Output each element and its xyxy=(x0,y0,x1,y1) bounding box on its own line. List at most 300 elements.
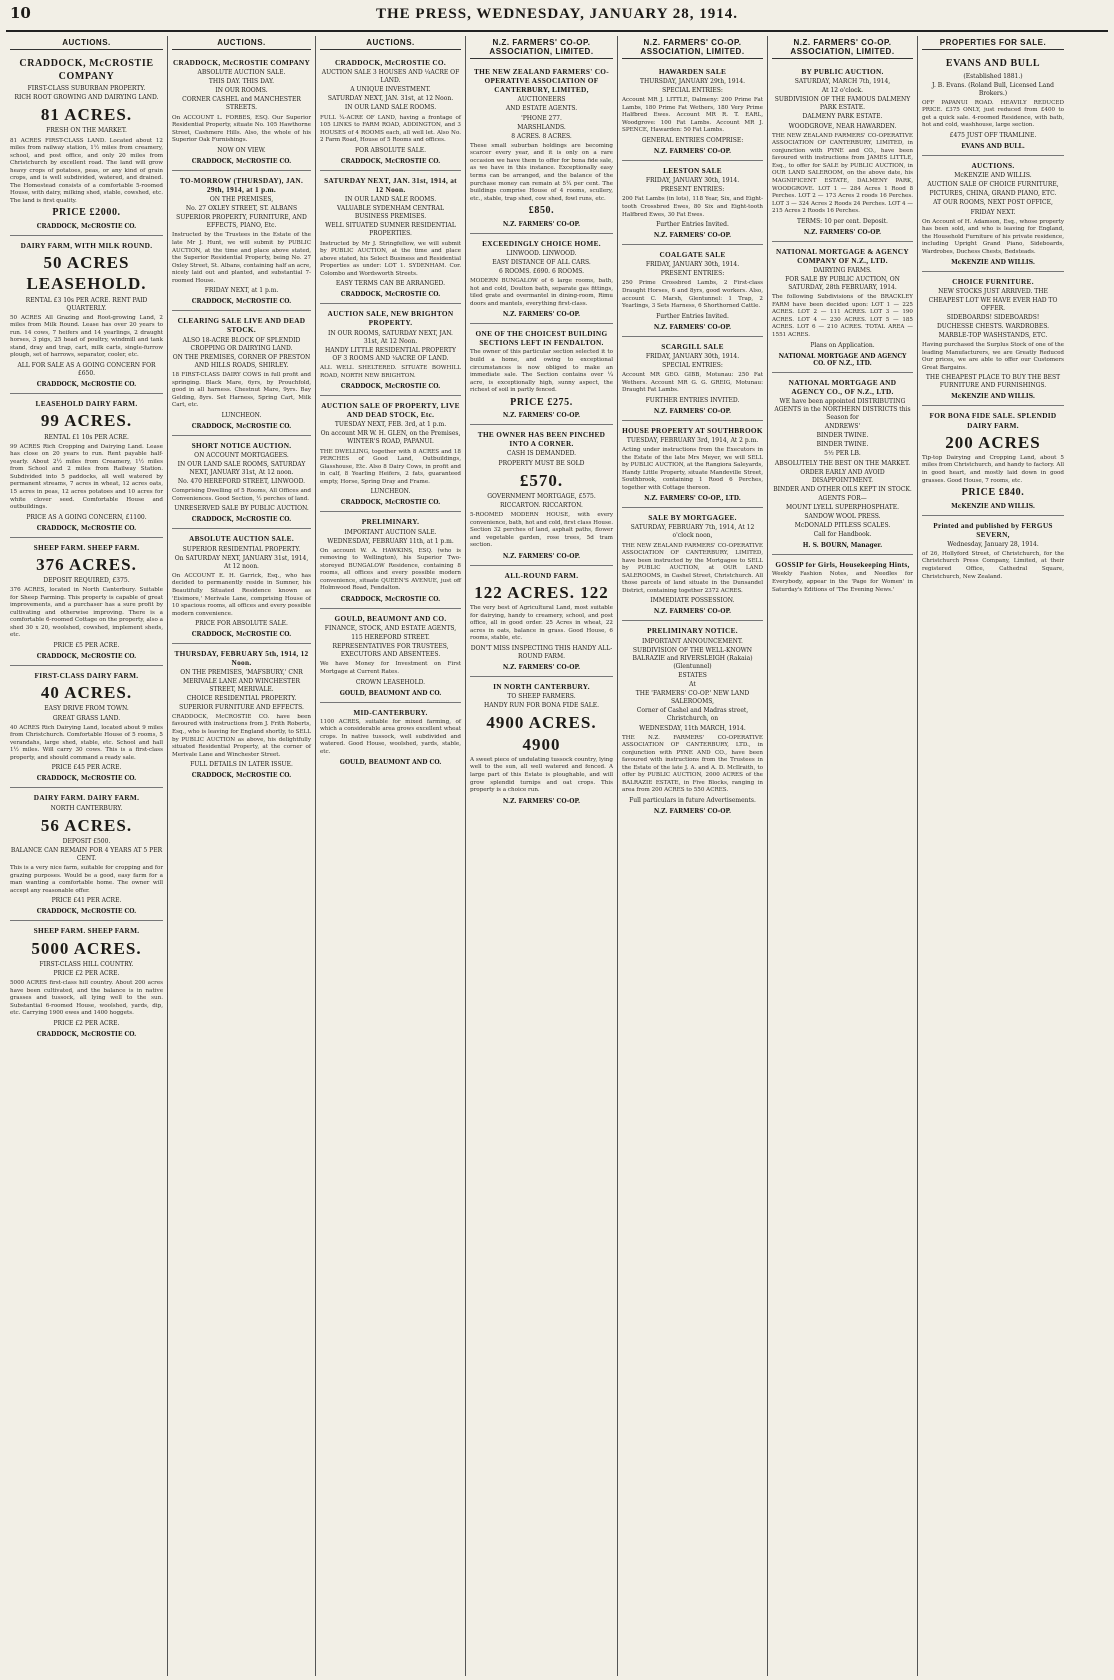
ad-line: 200 ACRES xyxy=(945,432,1041,452)
column-1 xyxy=(6,36,168,1676)
ad-price: ALL FOR SALE AS A GOING CONCERN FOR £650. xyxy=(17,362,156,378)
ad-title: PRELIMINARY. xyxy=(361,517,420,527)
ad-line: SUBDIVISION OF THE FAMOUS DALMENY PARK ESTATE. xyxy=(774,96,911,112)
ad-line: RICCARTON. RICCARTON. xyxy=(500,502,583,509)
advertisement xyxy=(922,53,1064,156)
ad-line: SANDOW WOOL PRESS. xyxy=(804,513,881,521)
ad-line: Wednesday, January 28, 1914. xyxy=(947,540,1039,548)
ad-line: AGENTS FOR— xyxy=(818,494,867,502)
advertisement xyxy=(622,421,763,508)
ad-title: DAIRY FARM, WITH MILK ROUND. xyxy=(20,240,153,250)
advertisement xyxy=(772,62,913,242)
ad-body: of 26, Hollyford Street, of Christchurch, for the Christchurch Press Company, Limited, at their registered Office, Cathedral Square, Christchurch, New Zealand. xyxy=(922,550,1064,580)
ad-agent: N.Z. FARMERS' CO-OP. xyxy=(653,808,732,816)
ad-line: FINANCE, STOCK, AND ESTATE AGENTS, xyxy=(324,625,457,633)
ad-line: J. B. Evans. (Roland Bull, Licensed Land Brokers.) xyxy=(932,81,1054,97)
ad-body: On Account of H. Adamson, Esq., whose property has been sold, and who is leaving for England, the Household Furniture of his private residence, including Upright Grand Piano, Sideboards, Wardrobes, Duchess Chests, Bedsteads. xyxy=(922,218,1064,255)
ad-line: McDONALD PITLESS SCALES. xyxy=(794,522,891,530)
ad-body: THE N.Z. FARMERS' CO-OPERATIVE ASSOCIATION OF CANTERBURY, LTD., in conjunction with PYNE AND CO., have been favoured with instructions from the Trustees in the Estate of the late J. A. and A. D. McIlraith, to offer by PUBLIC AUCTION, 2000 ACRES of the BALRAZIE ESTATE, in Five Blocks, ranging in area from 200 ACRES to 550 ACRES. xyxy=(622,734,763,794)
ad-line: 'PHONE 277. xyxy=(521,114,562,122)
ad-body: Having purchased the Surplus Stock of one of the leading Manufacturers, we are Greatly Reduced Our prices, we are able to offer our Customers Great Bargains. xyxy=(922,342,1064,371)
ad-body: THE DWELLING, together with 8 ACRES and 18 PERCHES of Good Land, Outbuildings, Glasshouse, Etc. Also 8 Dairy Cows, in profit and in calf, 8 Yearling Heifers, 2 fats, guaranteed empty, Horse, Spring Dray and Frame. xyxy=(320,448,461,485)
ad-line: FRIDAY, JANUARY 30th, 1914. xyxy=(645,177,740,185)
ad-body: Weekly Fashion Notes, and Needles for Everybody, appear in the 'Page for Women' in Saturday's Editions of 'The Evening News.' xyxy=(772,571,913,593)
ad-line: SPECIAL ENTRIES: xyxy=(662,87,723,95)
ad-line: No. 470 HEREFORD STREET, LINWOOD. xyxy=(177,478,306,486)
ad-agent: N.Z. FARMERS' CO-OP. xyxy=(653,148,732,156)
advertisement xyxy=(622,337,763,421)
advertisement xyxy=(10,394,163,537)
advertisement xyxy=(470,324,613,425)
advertisement xyxy=(172,436,311,530)
ad-price: Further Entries Invited. xyxy=(656,221,729,229)
ad-body: We have Money for Investment on First Mortgage at Current Rates. xyxy=(320,661,461,675)
ad-title: LEESTON SALE xyxy=(663,166,722,176)
ad-agent: CRADDOCK, McCROSTIE CO. xyxy=(191,422,292,430)
masthead-title: THE PRESS, WEDNESDAY, JANUARY 28, 1914. xyxy=(375,6,738,22)
advertisement xyxy=(10,236,163,394)
column-heading: AUCTIONS. xyxy=(172,36,311,50)
ad-body: Tip-top Dairying and Cropping Land, about 5 miles from Christchurch, and handy to factory. All in good heart, and mostly laid down in good grasses. Good House, 7 rooms, etc. xyxy=(922,454,1064,484)
ad-line: McKENZIE AND WILLIS. xyxy=(954,172,1032,180)
ad-line: BINDER TWINE. xyxy=(816,432,869,440)
ad-line: CORNER CASHEL and MANCHESTER STREETS. xyxy=(182,96,301,112)
ad-title: MID-CANTERBURY. xyxy=(353,707,428,717)
ad-line: 6 ROOMS. £690. 6 ROOMS. xyxy=(498,267,585,275)
ad-title: FOR BONA FIDE SALE. SPLENDID DAIRY FARM. xyxy=(929,411,1057,430)
ad-title: ALL-ROUND FARM. xyxy=(504,570,579,580)
ad-line: ON THE PREMISES, 'MAFSBURY,' CNR MERIVALE LANE AND WINCHESTER STREET, MERIVALE. xyxy=(180,669,303,693)
ad-line: MOUNT LYELL SUPERPHOSPHATE. xyxy=(785,504,900,511)
column-heading: N.Z. FARMERS' CO-OP. ASSOCIATION, LIMITED. xyxy=(622,36,763,59)
ad-line: MARSHLANDS. xyxy=(517,123,566,131)
ad-line: IMPORTANT ANNOUNCEMENT. xyxy=(642,637,743,645)
ad-line: WEDNESDAY, FEBRUARY 11th, at 1 p.m. xyxy=(327,537,454,545)
ad-body: Acting under instructions from the Executors in the Estate of the late Mrs Meyer, we will SELL by PUBLIC AUCTION, at the Rangiora Saleyards, Handy Little Property, situate Mandeville Street, Southbrook, containing 1 Rood 6 Perches, together with Cottage thereon. xyxy=(622,446,763,491)
ad-body: On ACCOUNT L. FORBES, ESQ. Our Superior Residential Property, situate No. 105 Hawthorne Street, Cashmere Hills. Also, the whole of his Superior Oak Furnishings. xyxy=(172,114,311,144)
ad-price: NOW ON VIEW. xyxy=(217,146,266,154)
ad-title: AUCTION SALE OF PROPERTY, LIVE AND DEAD STOCK, Etc. xyxy=(321,401,460,420)
advertisement xyxy=(320,609,461,703)
ad-line: AUCTION SALE OF CHOICE FURNITURE, xyxy=(927,181,1059,189)
ad-line: WE have been appointed DISTRIBUTING AGENTS in the NORTHERN DISTRICTS this Season for xyxy=(774,397,911,422)
ad-body: 81 ACRES FIRST-CLASS LAND. Located about 12 miles from railway station, 1½ miles from creamery, school, and post office, and only 20 miles from Christchurch by excellent road. The land will grow heavy crops of potatoes, peas, or any kind of grain crops, and is well subdivided, watered, and drained. The Homestead consists of a comfortable 5-roomed House, with dairy, milking shed, stable, cowshed, etc. The land is first quality. xyxy=(10,137,163,204)
ad-agent: NATIONAL MORTGAGE AND AGENCY CO. OF N.Z., LTD. xyxy=(778,352,907,367)
ad-title: FIRST-CLASS DAIRY FARM. xyxy=(34,671,139,681)
ad-body: CRADDOCK, McCROSTIE CO. have been favoured with instructions from J. Frith Roberts, Esq., who is leaving for England shortly, to SELL by PUBLIC AUCTION as above, his delightfully situated Residential Property, at the corner of Merivale Lane and Winchester Street. xyxy=(172,713,311,758)
ad-agent: CRADDOCK, McCROSTIE CO. xyxy=(340,595,441,603)
column-heading: N.Z. FARMERS' CO-OP. ASSOCIATION, LIMITED. xyxy=(470,36,613,59)
ad-line: 376 ACRES. xyxy=(36,554,137,574)
ad-line: MARBLE-TOP WASHSTANDS, ETC. xyxy=(938,331,1048,339)
ad-agent: CRADDOCK, McCROSTIE CO. xyxy=(340,157,441,165)
ad-line: (Established 1881.) xyxy=(963,72,1023,80)
ad-price: PRICE £41 PER ACRE. xyxy=(51,897,122,905)
advertisement xyxy=(772,242,913,373)
ad-title: CRADDOCK, McCROSTIE CO. xyxy=(334,58,447,67)
ad-title: LEASEHOLD DAIRY FARM. xyxy=(35,399,138,409)
ad-body: Comprising Dwelling of 5 Rooms, All Offices and Conveniences. Good Section, ½ perches of land. xyxy=(172,488,311,502)
ad-title: SHEEP FARM. SHEEP FARM. xyxy=(33,926,140,936)
ad-body: 250 Prime Crossbred Lambs, 2 First-class Draught Horses, 6 and 8yrs, good workers. Also, account C. Marsh, Glentunnel: 1 Trap, 2 Yearlings, 3 Sets Harness, 6 Shorthorned Cattle. xyxy=(622,280,763,310)
advertisement xyxy=(470,62,613,234)
ad-price: DON'T MISS INSPECTING THIS HANDY ALL-ROUND FARM. xyxy=(470,644,613,661)
ad-line: IMPORTANT AUCTION SALE. xyxy=(344,528,437,536)
ad-line: WOODGROVE, NEAR HAWARDEN. xyxy=(788,122,897,130)
ad-line: IN OUR LAND SALE ROOMS. xyxy=(344,196,437,204)
ad-line: REPRESENTATIVES FOR TRUSTEES, EXECUTORS AND ABSENTEES. xyxy=(332,643,449,659)
ad-agent: CRADDOCK, McCROSTIE CO. xyxy=(340,499,441,507)
ad-price: Further Entries Invited. xyxy=(656,312,729,320)
column-heading: PROPERTIES FOR SALE. xyxy=(922,36,1064,50)
ad-body: These small suburban holdings are becoming scarcer every year, and it is only on a rare occasion we have them to offer for bona fide sale, as we have in this instance. Exceptionally easy terms can be arranged, and the balance of the purchase money can remain at 5¼ per cent. The buildings comprise House of 4 rooms, scullery, etc., stable, trap shed, cow shed, fowl runs, etc. xyxy=(470,142,613,202)
ad-title: AUCTION SALE, NEW BRIGHTON PROPERTY. xyxy=(327,309,454,328)
advertisement xyxy=(320,171,461,305)
ad-line: 5000 ACRES. xyxy=(31,938,142,958)
ad-price: PRICE £45 PER ACRE. xyxy=(51,764,122,772)
ad-agent: N.Z. FARMERS' CO-OP. xyxy=(502,552,581,560)
ad-title: EVANS AND BULL xyxy=(945,58,1041,69)
ad-agent: N.Z. FARMERS' CO-OP. xyxy=(653,608,732,616)
ad-line: SATURDAY, MARCH 7th, 1914, xyxy=(794,78,891,86)
ad-line: FRIDAY NEXT. xyxy=(970,208,1016,216)
ad-agent: N.Z. FARMERS' CO-OP. xyxy=(502,797,581,805)
ad-line: GOVERNMENT MORTGAGE, £575. xyxy=(487,492,596,500)
ad-line: Call for Handbook. xyxy=(813,531,872,539)
advertisement xyxy=(320,512,461,609)
advertisement xyxy=(622,245,763,337)
ad-price: EASY TERMS CAN BE ARRANGED. xyxy=(335,280,446,288)
ad-line: EASY DRIVE FROM TOWN. xyxy=(44,705,129,713)
ad-price: FRIDAY NEXT, at 1 p.m. xyxy=(204,287,279,295)
ad-line: WEDNESDAY, 11th MARCH, 1914. xyxy=(639,724,746,732)
ad-line: LINWOOD. LINWOOD. xyxy=(506,249,577,257)
ad-agent: McKENZIE AND WILLIS. xyxy=(951,259,1035,267)
advertisement xyxy=(622,161,763,245)
ad-line: FIRST-CLASS HILL COUNTRY. xyxy=(39,960,134,968)
ad-agent: N.Z. FARMERS' CO-OP. xyxy=(653,232,732,240)
advertisement xyxy=(922,516,1064,589)
ad-line: DEPOSIT REQUIRED, £375. xyxy=(43,577,130,585)
ad-line: IN OUR ROOMS. xyxy=(215,87,268,95)
ad-agent: CRADDOCK, McCROSTIE CO. xyxy=(36,524,137,532)
advertisement xyxy=(10,666,163,788)
ad-line: On SATURDAY NEXT, JANUARY 31st, 1914, At 12 noon. xyxy=(174,554,309,570)
ad-agent: GOULD, BEAUMONT AND CO. xyxy=(339,759,442,767)
advertisement xyxy=(320,396,461,512)
ad-body: On ACCOUNT E. H. Garrick, Esq., who has decided to permanently reside in Sumner, his Beautifully Situated Residence known as 'Eisimore,' Merivale Lane, comprising House of 10 spacious rooms, all offices and every possible modern convenience. xyxy=(172,572,311,617)
ad-line: CHOICE RESIDENTIAL PROPERTY. xyxy=(186,694,297,702)
advertisement xyxy=(10,921,163,1042)
ad-line: AND ESTATE AGENTS. xyxy=(505,105,578,113)
ad-agent: N.Z. FARMERS' CO-OP. xyxy=(502,311,581,319)
ad-line: SATURDAY NEXT, JAN. 31st, at 12 Noon. xyxy=(327,95,454,103)
ad-body: The following Subdivisions of the BRACKLEY FARM have been decided upon: LOT 1 — 225 ACRES. LOT 2 — 111 ACRES. LOT 3 — 190 ACRES. LOT 4 — 230 ACRES. LOT 5 — 185 ACRES. LOT 6 — 210 ACRES. TOTAL AREA — 1551 ACRES. xyxy=(772,294,913,339)
ad-line: 50 ACRES LEASEHOLD. xyxy=(26,253,147,294)
ad-line: DUCHESSE CHESTS. WARDROBES. xyxy=(936,322,1050,330)
ad-price: PRICE AS A GOING CONCERN, £1100. xyxy=(26,513,147,521)
ad-line: HANDY RUN FOR BONA FIDE SALE. xyxy=(483,702,599,710)
ad-line: ABSOLUTELY THE BEST ON THE MARKET. xyxy=(774,459,911,467)
ad-title: EXCEEDINGLY CHOICE HOME. xyxy=(482,238,601,248)
ad-agent: N.Z. FARMERS' CO-OP. xyxy=(502,220,581,228)
ad-agent: McKENZIE AND WILLIS. xyxy=(951,393,1035,401)
advertisement xyxy=(172,53,311,171)
advertisement xyxy=(622,621,763,820)
ad-line: RENTAL £1 10s PER ACRE. xyxy=(44,433,129,441)
ad-title: DAIRY FARM. DAIRY FARM. xyxy=(33,793,140,803)
ad-title: THE NEW ZEALAND FARMERS' CO-OPERATIVE ASSOCIATION OF CANTERBURY, LIMITED, xyxy=(473,67,610,95)
ad-line: FOR SALE BY PUBLIC AUCTION, ON SATURDAY, 28th FEBRUARY, 1914. xyxy=(785,276,900,292)
ad-price: FOR ABSOLUTE SALE. xyxy=(355,146,426,154)
ad-agent: GOULD, BEAUMONT AND CO. xyxy=(339,689,442,697)
ad-agent: CRADDOCK, McCROSTIE CO. xyxy=(36,381,137,389)
ad-agent: CRADDOCK, McCROSTIE CO. xyxy=(36,222,137,230)
ad-line: 4900 ACRES. 4900 xyxy=(486,713,597,754)
ad-line: No. 27 OXLEY STREET, ST. ALBANS xyxy=(185,205,298,213)
advertisement xyxy=(772,555,913,601)
advertisement xyxy=(470,425,613,566)
ad-title: Printed and published by FERGUS SEVERN, xyxy=(933,520,1053,539)
ad-line: TUESDAY, FEBRUARY 3rd, 1914, At 2 p.m. xyxy=(626,436,759,444)
ad-price: PRICE £2 PER ACRE. xyxy=(53,1019,120,1027)
advertisement xyxy=(320,53,461,171)
ad-line: DAIRYING FARMS. xyxy=(813,267,872,274)
ad-line: CASH IS DEMANDED. xyxy=(506,450,577,458)
ad-title: ABSOLUTE AUCTION SALE. xyxy=(189,534,294,544)
ad-body: Account MR J. LITTLE, Dalmeny: 200 Prime Fat Lambs, 180 Prime Fat Wethers, 180 Very Prime Halfbred Ewes. Account MR R. T. EARL, Woodgrove: 100 Fat Lambs. Account MR J. SPENCE, Hawarden: 50 Fat Lambs. xyxy=(622,97,763,134)
ad-agent: N.Z. FARMERS' CO-OP., LTD. xyxy=(644,495,741,503)
column-7 xyxy=(918,36,1068,1676)
ad-agent: CRADDOCK, McCROSTIE CO. xyxy=(340,291,441,299)
ad-title: ONE OF THE CHOICEST BUILDING SECTIONS LEFT IN FENDALTON. xyxy=(475,329,608,348)
ad-line: ON ACCOUNT MORTGAGEES. xyxy=(194,451,289,459)
ad-agent: CRADDOCK, McCROSTIE CO. xyxy=(191,516,292,524)
ad-price: PRICE £2000. xyxy=(52,207,121,219)
ad-agent: EVANS AND BULL. xyxy=(961,143,1025,151)
ad-body: 1100 ACRES, suitable for mixed farming, of which a considerable area grows excellent wheat crops. In native tussock, well subdivided and watered. Good House, woolshed, yards, stable, etc. xyxy=(320,718,461,755)
ad-price: PRICE £5 PER ACRE. xyxy=(53,641,120,649)
ad-body: ALL WELL SHELTERED. SITUATE BOWHILL ROAD, NORTH NEW BRIGHTON. xyxy=(320,364,461,379)
ad-agent: N.Z. FARMERS' CO-OP. xyxy=(803,228,882,236)
advertisement xyxy=(470,566,613,677)
ad-price: GENERAL ENTRIES COMPRISE: xyxy=(641,137,744,145)
ad-price: Full particulars in future Advertisements. xyxy=(629,796,756,804)
page-number: 10 xyxy=(10,4,31,22)
ad-agent: CRADDOCK, McCROSTIE CO. xyxy=(191,631,292,639)
advertisement xyxy=(622,62,763,161)
ad-agent: CRADDOCK, McCROSTIE CO. xyxy=(191,772,292,780)
ad-body: On account W. A. HAWKINS, ESQ. (who is removing to Wellington), his Superior Two-storeyed BUNGALOW Residence, containing 8 rooms, all offices and every possible modern convenience, situate QUEEN'S AVENUE, just off Holmwood Road, Fendalton. xyxy=(320,547,461,592)
ad-line: PROPERTY MUST BE SOLD xyxy=(498,459,585,467)
ad-line: TO SHEEP FARMERS. xyxy=(507,693,576,701)
ad-title: HAWARDEN SALE xyxy=(658,67,727,76)
ad-title: SHORT NOTICE AUCTION. xyxy=(191,440,292,450)
ad-line: AUCTIONEERS xyxy=(517,96,566,104)
ad-line: THE 'FARMERS' CO-OP.' NEW LAND SALEROOMS, xyxy=(635,690,750,706)
advertisement xyxy=(10,788,163,921)
ad-line: WELL SITUATED SUMNER RESIDENTIAL PROPERTIES. xyxy=(325,222,456,238)
ad-price: PRICE £840. xyxy=(961,487,1025,499)
ad-line: 8 ACRES. 8 ACRES. xyxy=(511,132,572,140)
ad-price: LUNCHEON. xyxy=(370,488,411,496)
advertisement xyxy=(10,53,163,236)
ad-line: IN OUR LAND SALE ROOMS. xyxy=(344,104,437,112)
ad-line: A UNIQUE INVESTMENT. xyxy=(350,86,431,94)
ad-line: VALUABLE SYDENHAM CENTRAL BUSINESS PREMISES. xyxy=(337,205,444,221)
ad-body: 40 ACRES Rich Dairying Land, located about 9 miles from Christchurch. Comfortable House of 5 rooms, 5 verandahs, large shed, stable, etc. School and hall 1½ miles. Will carry 30 cows. This is a first-class property, and should command a ready sale. xyxy=(10,724,163,761)
advertisement xyxy=(10,538,163,666)
ad-line: ON THE PREMISES, xyxy=(209,196,274,204)
ad-line: 115 HEREFORD STREET. xyxy=(351,634,430,642)
ad-body: Account MR GEO. GIBB, Motunau: 250 Fat Wethers. Account MR G. G. GREIG, Motunau: Draught Fat Lambs. xyxy=(622,372,763,394)
ad-agent: CRADDOCK, McCROSTIE CO. xyxy=(36,775,137,783)
ad-agent: N.Z. FARMERS' CO-OP. xyxy=(502,664,581,672)
ad-line: 5½ PER LB. xyxy=(824,450,861,458)
ad-line: ALSO 18-ACRE BLOCK OF SPLENDID CROPPING OR DAIRYING LAND. xyxy=(182,336,301,352)
ad-line: NORTH CANTERBURY. xyxy=(50,804,123,812)
ad-line: IN OUR ROOMS, SATURDAY NEXT, JAN. 31st, At 12 Noon. xyxy=(328,329,453,345)
ad-line: AUCTION SALE 3 HOUSES AND ¼ACRE OF LAND. xyxy=(321,69,460,85)
ad-line: TUESDAY NEXT, FEB. 3rd, at 1 p.m. xyxy=(334,421,447,429)
advertisement xyxy=(922,156,1064,272)
ad-title: AUCTIONS. xyxy=(971,161,1015,171)
ad-agent: CRADDOCK, McCROSTIE CO. xyxy=(36,908,137,916)
ad-title: NATIONAL MORTGAGE AND AGENCY CO., OF N.Z., LTD. xyxy=(788,377,897,396)
ad-body: Instructed by Mr J. Stringfellow, we will submit by PUBLIC AUCTION, at the time and place above stated, his Select Business and Residential Properties as under: LOT 1. SYDENHAM. Cor. Colombo and Wordsworth Streets. xyxy=(320,240,461,277)
advertisement xyxy=(470,677,613,810)
ad-price: THE CHEAPEST PLACE TO BUY THE BEST FURNITURE AND FURNISHINGS. xyxy=(925,374,1061,390)
ad-line: RENTAL £3 10s PER ACRE. RENT PAID QUARTERLY. xyxy=(25,296,148,312)
ad-title: CLEARING SALE LIVE AND DEAD STOCK. xyxy=(177,316,306,335)
ad-price: UNRESERVED SALE BY PUBLIC AUCTION. xyxy=(174,505,309,513)
ad-agent: CRADDOCK, McCROSTIE CO. xyxy=(340,383,441,391)
advertisement xyxy=(320,703,461,772)
ad-price: FULL DETAILS IN LATER ISSUE. xyxy=(190,761,293,769)
masthead xyxy=(6,4,1108,32)
ad-body: 50 ACRES All Grazing and Root-growing Land, 2 miles from Milk Round. Lease has over 20 years to run. 14 cows, 7 heifers and 14 yearlings, 2 draught horses, 3 pigs, 25 head of poultry, windmill and tank stand, dray and trap, cart, milk carts, single-furrow plough, set of harrows, separator, cooler, etc. xyxy=(10,314,163,359)
ad-line: HANDY LITTLE RESIDENTIAL PROPERTY OF 3 ROOMS AND ¼ACRE OF LAND. xyxy=(325,346,456,362)
ad-line: ON THE PREMISES, CORNER OF PRESTON AND HILLS ROADS, SHIRLEY. xyxy=(172,353,311,369)
ad-line: ORDER EARLY AND AVOID DISAPPOINTMENT. xyxy=(800,468,885,484)
ad-title: SALE BY MORTGAGEE. xyxy=(648,513,737,523)
ad-title: NATIONAL MORTGAGE & AGENCY COMPANY OF N.Z., LTD. xyxy=(776,246,909,265)
ad-title: THE OWNER HAS BEEN PINCHED INTO A CORNER. xyxy=(477,430,606,449)
ad-body: 5-ROOMED MODERN HOUSE, with every convenience, bath, hot and cold, first class House. Section 32 perches of land, asphalt paths, flower and vegetable garden, rose trees, 5d tram section. xyxy=(470,512,613,549)
ad-line: ESTATES xyxy=(678,671,707,679)
advertisement xyxy=(622,508,763,621)
ad-agent: CRADDOCK, McCROSTIE CO. xyxy=(191,157,292,165)
advertisement xyxy=(172,311,311,435)
ad-title: CHOICE FURNITURE. xyxy=(952,277,1034,287)
ad-body: 376 ACRES, located in North Canterbury. Suitable for Sheep Farming. This property is capable of great improvements, and a purchaser has a sure profit by cultivating and otherwise improving. There is a comfortable 6-roomed Cottage on the property, also a shed 30 x 20, woolshed, cowshed, implement sheds, etc. xyxy=(10,587,163,639)
column-2 xyxy=(168,36,316,1676)
ad-agent: N.Z. FARMERS' CO-OP. xyxy=(653,323,732,331)
ad-line: ABSOLUTE AUCTION SALE. xyxy=(197,69,286,77)
ad-title: PRELIMINARY NOTICE. xyxy=(647,626,738,636)
ad-body: FULL ¼-ACRE OF LAND, having a frontage of 105 LINKS to FARM ROAD, ADDINGTON, and 3 HOUSES of 4 ROOMS each, all well let. Also No. 2 Farm Road, House of 5 Rooms and offices. xyxy=(320,114,461,144)
column-4 xyxy=(466,36,618,1676)
advertisement xyxy=(320,304,461,396)
ad-line: At xyxy=(689,681,696,689)
ad-price: £850. xyxy=(528,205,555,217)
ad-line: PRESENT ENTRIES: xyxy=(660,186,725,194)
ad-line: At 12 o'clock. xyxy=(821,87,864,95)
ad-line: SUPERIOR FURNITURE AND EFFECTS. xyxy=(179,703,304,711)
ad-line: THIS DAY. THIS DAY. xyxy=(208,78,275,86)
ad-line: SIDEBOARDS! SIDEBOARDS! xyxy=(946,313,1040,321)
ad-title: TO-MORROW (THURSDAY), JAN. 29th, 1914, at 1 p.m. xyxy=(179,175,304,194)
advertisement xyxy=(172,644,311,784)
ad-price: FURTHER ENTRIES INVITED. xyxy=(645,396,740,404)
ad-line: SATURDAY, FEBRUARY 7th, 1914, At 12 o'clock noon, xyxy=(630,524,755,540)
ad-body: A sweet piece of undulating tussock country, lying well to the sun, all well watered and fenced. A large part of this Estate is ploughable, and will grow splendid turnips and oat crops. This property is a choice run. xyxy=(470,756,613,794)
ad-body: THE NEW ZEALAND FARMERS' CO-OPERATIVE ASSOCIATION OF CANTERBURY, LIMITED, in conjunction with PYNE and CO., have been favoured with instructions from JAMES LITTLE, Esq., to offer for SALE by PUBLIC AUCTION, in OUR LAND SALEROOM, on the above date, his MAGNIFICENT ESTATE, DALMENY PARK, WOODGROVE. LOT 1 — 284 Acres 1 Rood 8 Perches. LOT 2 — 173 Acres 2 roods 16 Perches. LOT 3 — 324 Acres 2 Roods 24 Perches. LOT 4 — 215 Acres 2 Roods 16 Perches. xyxy=(772,132,913,215)
ad-line: AT OUR ROOMS, NEXT POST OFFICE, xyxy=(933,199,1053,207)
ad-body: MODERN BUNGALOW of 6 large rooms, bath, hot and cold, Doulton bath, separate gas fittings, tiled grate and overmantel in dining-room, Rimu doors and mantels, everything first-class. xyxy=(470,278,613,307)
column-heading: AUCTIONS. xyxy=(10,36,163,50)
advertisement xyxy=(772,373,913,556)
ad-body: This is a very nice farm, suitable for cropping and for grazing purposes. Would be a good, easy farm for a man wanting a comfortable home. The owner will accept any reasonable offer. xyxy=(10,865,163,894)
ad-line: SUPERIOR PROPERTY, FURNITURE, AND EFFECTS, PIANO, Etc. xyxy=(176,214,307,230)
ad-body: 5000 ACRES first-class hill country. About 200 acres have been cultivated, and the balance is in native grasses and tussock, all lying well to the sun. Substantial 6-roomed House, woolshed, yards, dip, etc. Carrying 1900 ewes and 1400 hoggets. xyxy=(10,980,163,1017)
ad-body: THE NEW ZEALAND FARMERS' CO-OPERATIVE ASSOCIATION OF CANTERBURY, LIMITED, have been instructed by the Mortgagee to SELL by PUBLIC AUCTION, at OUR LAND SALEROOMS, in Cashel Street, Christchurch. All those parcels of land situate in the Dunsandel District, containing together 2372 ACRES. xyxy=(622,542,763,594)
ad-line: FIRST-CLASS SUBURBAN PROPERTY. xyxy=(27,85,146,92)
ad-title: HOUSE PROPERTY AT SOUTHBROOK xyxy=(622,425,763,435)
ad-line: 56 ACRES. xyxy=(40,815,133,835)
ad-line: £570. xyxy=(519,470,564,490)
ad-agent: CRADDOCK, McCROSTIE CO. xyxy=(191,298,292,306)
ad-price: PRICE FOR ABSOLUTE SALE. xyxy=(195,620,288,628)
ad-price: Plans on Application. xyxy=(810,341,875,349)
ad-price: LUNCHEON. xyxy=(221,411,262,419)
ad-line: 122 ACRES. 122 xyxy=(474,582,609,602)
ad-title: GOSSIP for Girls, Housekeeping Hints, xyxy=(775,560,910,570)
ad-price: TERMS: 10 per cent. Deposit. xyxy=(797,217,888,225)
ad-price: IMMEDIATE POSSESSION. xyxy=(650,597,735,605)
ad-body: The very best of Agricultural Land, most suitable for dairying, handy to creamery, school, and post office, all in good order. 25 Acres in wheat, 22 acres in oats, balance in grass. Good House, 6 rooms, stable, etc. xyxy=(470,605,613,642)
ad-title: BY PUBLIC AUCTION. xyxy=(801,67,884,76)
ad-line: PRESENT ENTRIES: xyxy=(660,270,725,278)
advertisement xyxy=(922,272,1064,406)
ad-title: SCARGILL SALE xyxy=(661,341,724,351)
ad-title: CRADDOCK, McCROSTIE COMPANY xyxy=(19,58,154,82)
ad-line: PICTURES, CHINA, GRAND PIANO, ETC. xyxy=(929,190,1057,198)
ad-line: THURSDAY, JANUARY 29th, 1914. xyxy=(639,78,746,86)
ad-price: £475 JUST OFF TRAMLINE. xyxy=(949,131,1037,139)
ad-body: OFF PAPANUI ROAD. HEAVILY REDUCED PRICE. £375 ONLY, just reduced from £400 to get a quick sale. 4-roomed Residence, with bath, hot and cold, washhouse, large section. xyxy=(922,99,1064,129)
ad-line: Corner of Cashel and Madras street, Christchurch, on xyxy=(636,707,749,723)
ad-title: IN NORTH CANTERBURY. xyxy=(493,682,590,692)
ad-line: BINDER TWINE. xyxy=(816,441,869,449)
ad-line: IN OUR LAND SALE ROOMS, SATURDAY NEXT, JANUARY 31st, At 12 noon. xyxy=(177,461,306,477)
ad-line: RICH ROOT GROWING AND DAIRYING LAND. xyxy=(14,94,159,102)
ad-title: CRADDOCK, McCROSTIE COMPANY xyxy=(172,58,311,67)
ad-agent: H. S. BOURN, Manager. xyxy=(802,542,883,550)
ad-title: GOULD, BEAUMONT AND CO. xyxy=(334,613,447,623)
advertisement xyxy=(470,234,613,325)
ad-line: FRIDAY, JANUARY 30th, 1914. xyxy=(645,261,740,269)
ad-agent: N.Z. FARMERS' CO-OP. xyxy=(653,407,732,415)
advertisement xyxy=(172,529,311,644)
ad-line: PRICE £2 PER ACRE. xyxy=(53,969,120,977)
ad-line: NEW STOCKS JUST ARRIVED. THE CHEAPEST LOT WE HAVE EVER HAD TO OFFER. xyxy=(928,288,1058,312)
column-5 xyxy=(618,36,768,1676)
ad-line: On account MR W. H. GLEN, on the Premises, WINTER'S ROAD, PAPANUI. xyxy=(320,430,461,446)
ad-line: ANDREWS' xyxy=(824,423,861,431)
ad-line: FRESH ON THE MARKET. xyxy=(46,127,127,135)
ad-line: DALMENY PARK ESTATE. xyxy=(802,113,883,121)
